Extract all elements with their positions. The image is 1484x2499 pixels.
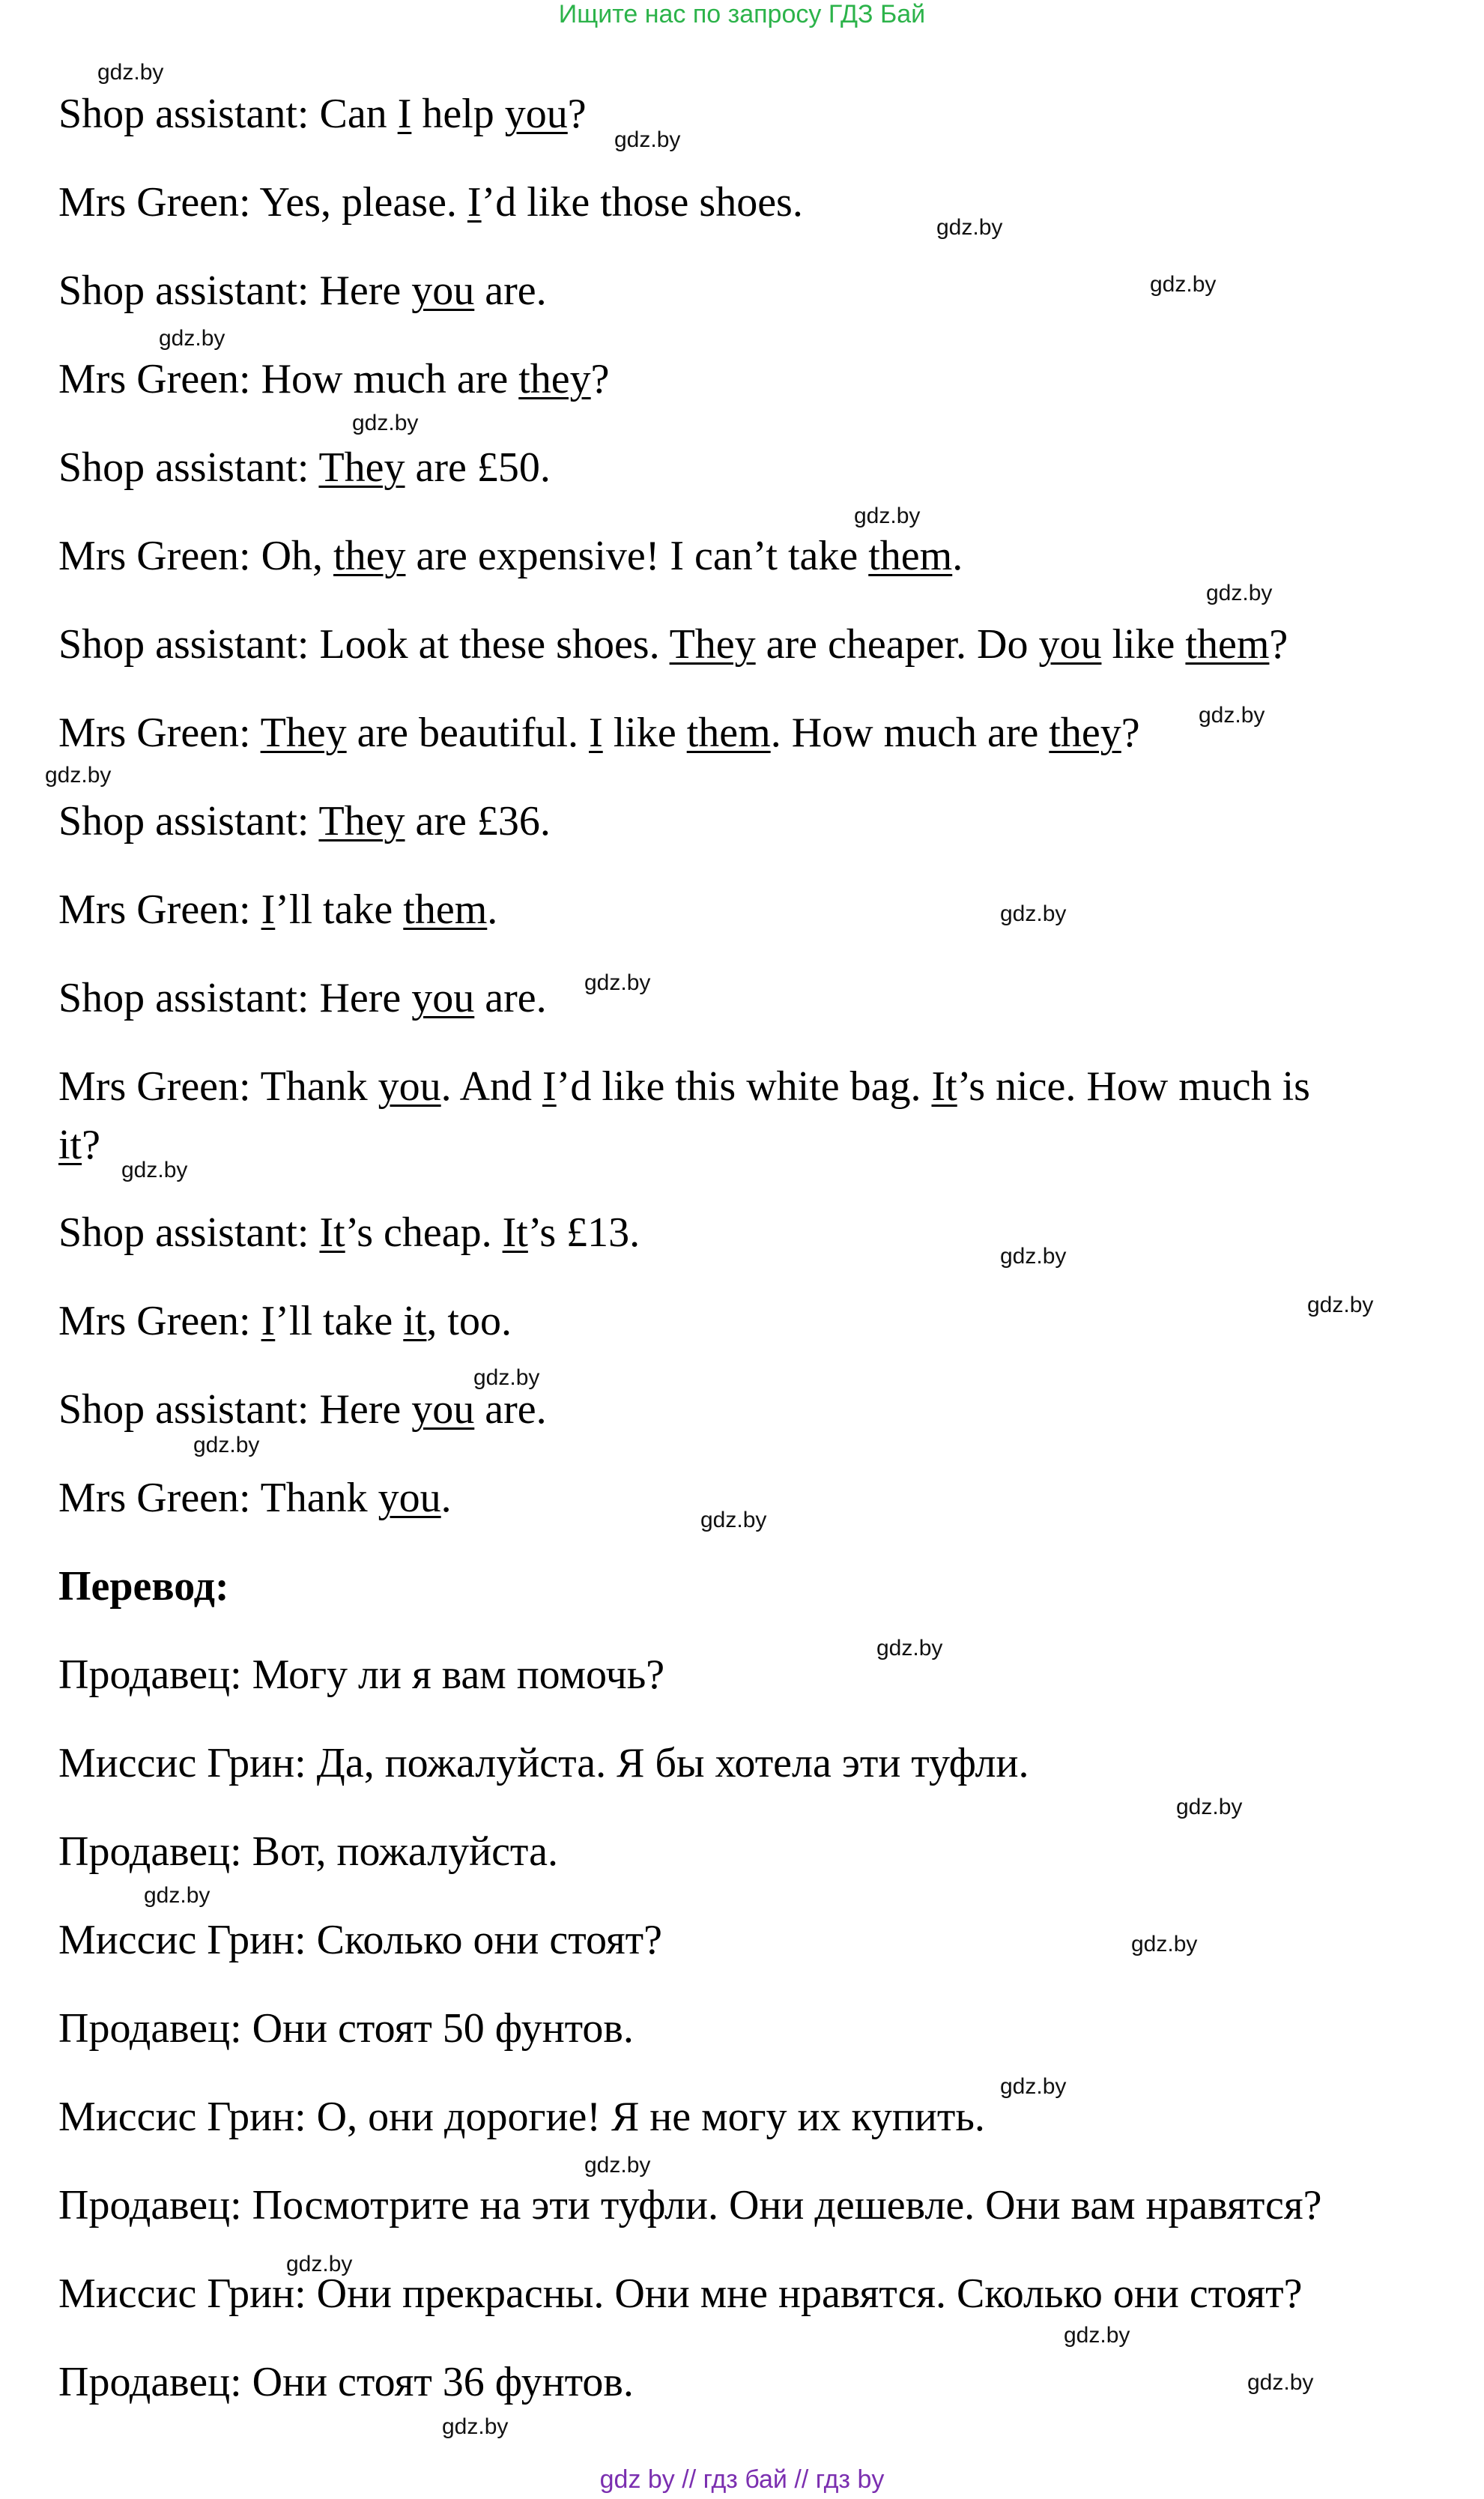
underlined-pronoun: I bbox=[467, 179, 482, 226]
watermark-text: gdz.by bbox=[45, 763, 112, 788]
underlined-pronoun: they bbox=[518, 356, 591, 402]
watermark-text: gdz.by bbox=[442, 2414, 509, 2439]
dialogue-text: Shop assistant: bbox=[58, 444, 319, 491]
underlined-pronoun: them bbox=[686, 710, 771, 756]
dialogue-text: . How much are bbox=[770, 710, 1050, 756]
dialogue-text: ? bbox=[82, 1122, 100, 1168]
underlined-pronoun: them bbox=[868, 533, 953, 579]
watermark-text: gdz.by bbox=[144, 1883, 211, 1908]
watermark-text: gdz.by bbox=[97, 60, 164, 85]
underlined-pronoun: I bbox=[261, 1298, 276, 1344]
dialogue-line-ru: Продавец: Посмотрите на эти туфли. Они дешевле. Они вам нравятся? bbox=[58, 2182, 1322, 2228]
dialogue-line-en bbox=[58, 1474, 452, 1522]
dialogue-line-en bbox=[58, 532, 963, 580]
dialogue-text: ’ll take bbox=[275, 886, 404, 933]
underlined-pronoun: They bbox=[318, 798, 405, 844]
dialogue-line-ru: Миссис Грин: О, они дорогие! Я не могу их купить. bbox=[58, 2094, 985, 2140]
dialogue-text: are. bbox=[474, 268, 547, 314]
dialogue-text: ’s cheap. bbox=[345, 1209, 503, 1256]
watermark-text: gdz.by bbox=[1176, 1795, 1243, 1819]
dialogue-text: , too. bbox=[426, 1298, 512, 1344]
watermark-text: gdz.by bbox=[1131, 1932, 1198, 1956]
dialogue-text: ? bbox=[567, 91, 587, 137]
dialogue-line-en bbox=[58, 267, 547, 315]
dialogue-line-en bbox=[58, 444, 551, 492]
dialogue-text: ’d like this white bag. bbox=[556, 1063, 932, 1110]
underlined-pronoun: you bbox=[1038, 621, 1102, 668]
underlined-pronoun: you bbox=[411, 975, 475, 1021]
dialogue-line-ru: Миссис Грин: Да, пожалуйста. Я бы хотела эти туфли. bbox=[58, 1740, 1029, 1786]
dialogue-text: Mrs Green: bbox=[58, 710, 261, 756]
dialogue-line-en bbox=[58, 620, 1288, 668]
dialogue-line-ru: Миссис Грин: Они прекрасны. Они мне нравятся. Сколько они стоят? bbox=[58, 2270, 1303, 2317]
dialogue-text: Mrs Green: Thank bbox=[58, 1475, 378, 1521]
dialogue-text: ’ll take bbox=[275, 1298, 404, 1344]
watermark-text: gdz.by bbox=[584, 970, 651, 995]
dialogue-text: are. bbox=[474, 1386, 547, 1433]
dialogue-line-en bbox=[58, 886, 497, 934]
translation-heading: Перевод: bbox=[58, 1563, 229, 1610]
dialogue-text: Shop assistant: Here bbox=[58, 975, 412, 1021]
dialogue-text: are cheaper. Do bbox=[755, 621, 1039, 668]
dialogue-text: Mrs Green: How much are bbox=[58, 356, 519, 402]
footer: gdz by // гдз бай // гдз by bbox=[599, 2465, 885, 2494]
dialogue-line-ru: Продавец: Могу ли я вам помочь? bbox=[58, 1652, 665, 1698]
dialogue-text: Mrs Green: Oh, bbox=[58, 533, 334, 579]
underlined-pronoun: you bbox=[411, 268, 475, 314]
watermark-text: gdz.by bbox=[1000, 2074, 1067, 2099]
dialogue-text: Shop assistant: Can bbox=[58, 91, 398, 137]
dialogue-text: . And bbox=[440, 1063, 543, 1110]
watermark-text: gdz.by bbox=[1206, 581, 1273, 605]
underlined-pronoun: it bbox=[58, 1122, 82, 1168]
dialogue-text: ’d like those shoes. bbox=[481, 179, 803, 226]
dialogue-line-en bbox=[58, 797, 551, 845]
underlined-pronoun: they bbox=[333, 533, 406, 579]
watermark-text: gdz.by bbox=[936, 215, 1003, 240]
dialogue-line-ru: Продавец: Вот, пожалуйста. bbox=[58, 1828, 558, 1875]
underlined-pronoun: It bbox=[502, 1209, 528, 1256]
dialogue-line-en bbox=[58, 355, 610, 403]
watermark-text: gdz.by bbox=[1064, 2323, 1130, 2348]
dialogue-line-en bbox=[58, 1121, 100, 1169]
underlined-pronoun: you bbox=[378, 1063, 441, 1110]
dialogue-text: like bbox=[602, 710, 687, 756]
watermark-text: gdz.by bbox=[473, 1365, 540, 1390]
dialogue-line-en bbox=[58, 1386, 547, 1433]
underlined-pronoun: I bbox=[261, 886, 276, 933]
dialogue-line-en bbox=[58, 90, 587, 138]
dialogue-text: Shop assistant: Here bbox=[58, 1386, 412, 1433]
watermark-text: gdz.by bbox=[854, 504, 921, 528]
dialogue-text: are £50. bbox=[405, 444, 551, 491]
dialogue-text: are £36. bbox=[405, 798, 551, 844]
underlined-pronoun: They bbox=[669, 621, 756, 668]
watermark-text: gdz.by bbox=[876, 1636, 943, 1661]
dialogue-text: Shop assistant: bbox=[58, 798, 319, 844]
dialogue-text: ’s £13. bbox=[527, 1209, 640, 1256]
watermark-text: gdz.by bbox=[193, 1433, 260, 1457]
underlined-pronoun: them bbox=[403, 886, 488, 933]
dialogue-line-ru: Продавец: Они стоят 36 фунтов. bbox=[58, 2359, 634, 2405]
watermark-text: gdz.by bbox=[1150, 272, 1217, 297]
watermark-text: gdz.by bbox=[352, 411, 419, 435]
watermark-text: gdz.by bbox=[1199, 703, 1265, 728]
dialogue-text: . bbox=[952, 533, 963, 579]
underlined-pronoun: They bbox=[260, 710, 347, 756]
dialogue-line-en bbox=[58, 974, 547, 1022]
dialogue-text: Shop assistant: Here bbox=[58, 268, 412, 314]
watermark-text: gdz.by bbox=[121, 1158, 188, 1182]
dialogue-text: ’s nice. How much is bbox=[957, 1063, 1310, 1110]
underlined-pronoun: you bbox=[411, 1386, 475, 1433]
underlined-pronoun: it bbox=[403, 1298, 427, 1344]
dialogue-text: . bbox=[440, 1475, 452, 1521]
dialogue-text: are expensive! I can’t take bbox=[405, 533, 869, 579]
underlined-pronoun: you bbox=[378, 1475, 441, 1521]
dialogue-text: Mrs Green: bbox=[58, 1298, 261, 1344]
dialogue-text: like bbox=[1101, 621, 1186, 668]
dialogue-text: Mrs Green: Yes, please. bbox=[58, 179, 467, 226]
dialogue-text: ? bbox=[590, 356, 610, 402]
dialogue-line-en bbox=[58, 178, 803, 226]
underlined-pronoun: they bbox=[1049, 710, 1121, 756]
dialogue-line-en bbox=[58, 1063, 1310, 1111]
dialogue-line-ru: Продавец: Они стоят 50 фунтов. bbox=[58, 2005, 634, 2052]
dialogue-text: ? bbox=[1269, 621, 1288, 668]
dialogue-line-en bbox=[58, 1209, 640, 1257]
watermark-text: gdz.by bbox=[1247, 2370, 1314, 2395]
dialogue-line-en bbox=[58, 1297, 512, 1345]
top-banner: Ищите нас по запросу ГДЗ Бай bbox=[558, 0, 926, 28]
dialogue-text: help bbox=[411, 91, 505, 137]
watermark-text: gdz.by bbox=[159, 326, 225, 351]
underlined-pronoun: I bbox=[542, 1063, 557, 1110]
underlined-pronoun: I bbox=[589, 710, 603, 756]
underlined-pronoun: It bbox=[319, 1209, 345, 1256]
underlined-pronoun: They bbox=[318, 444, 405, 491]
dialogue-text: are. bbox=[474, 975, 547, 1021]
watermark-text: gdz.by bbox=[1000, 901, 1067, 926]
watermark-text: gdz.by bbox=[584, 2153, 651, 2178]
underlined-pronoun: I bbox=[397, 91, 412, 137]
dialogue-line-en bbox=[58, 709, 1140, 757]
watermark-text: gdz.by bbox=[700, 1508, 767, 1532]
dialogue-text: Mrs Green: Thank bbox=[58, 1063, 378, 1110]
dialogue-text: ? bbox=[1121, 710, 1140, 756]
underlined-pronoun: them bbox=[1185, 621, 1270, 668]
watermark-text: gdz.by bbox=[1307, 1293, 1374, 1317]
dialogue-text: are beautiful. bbox=[346, 710, 590, 756]
dialogue-text: Shop assistant: bbox=[58, 1209, 320, 1256]
dialogue-line-ru: Миссис Грин: Сколько они стоят? bbox=[58, 1917, 663, 1963]
dialogue-text: Mrs Green: bbox=[58, 886, 261, 933]
underlined-pronoun: you bbox=[504, 91, 568, 137]
underlined-pronoun: It bbox=[931, 1063, 957, 1110]
watermark-text: gdz.by bbox=[286, 2252, 353, 2276]
watermark-text: gdz.by bbox=[614, 127, 681, 152]
dialogue-text: Shop assistant: Look at these shoes. bbox=[58, 621, 670, 668]
dialogue-text: . bbox=[487, 886, 498, 933]
watermark-text: gdz.by bbox=[1000, 1244, 1067, 1269]
